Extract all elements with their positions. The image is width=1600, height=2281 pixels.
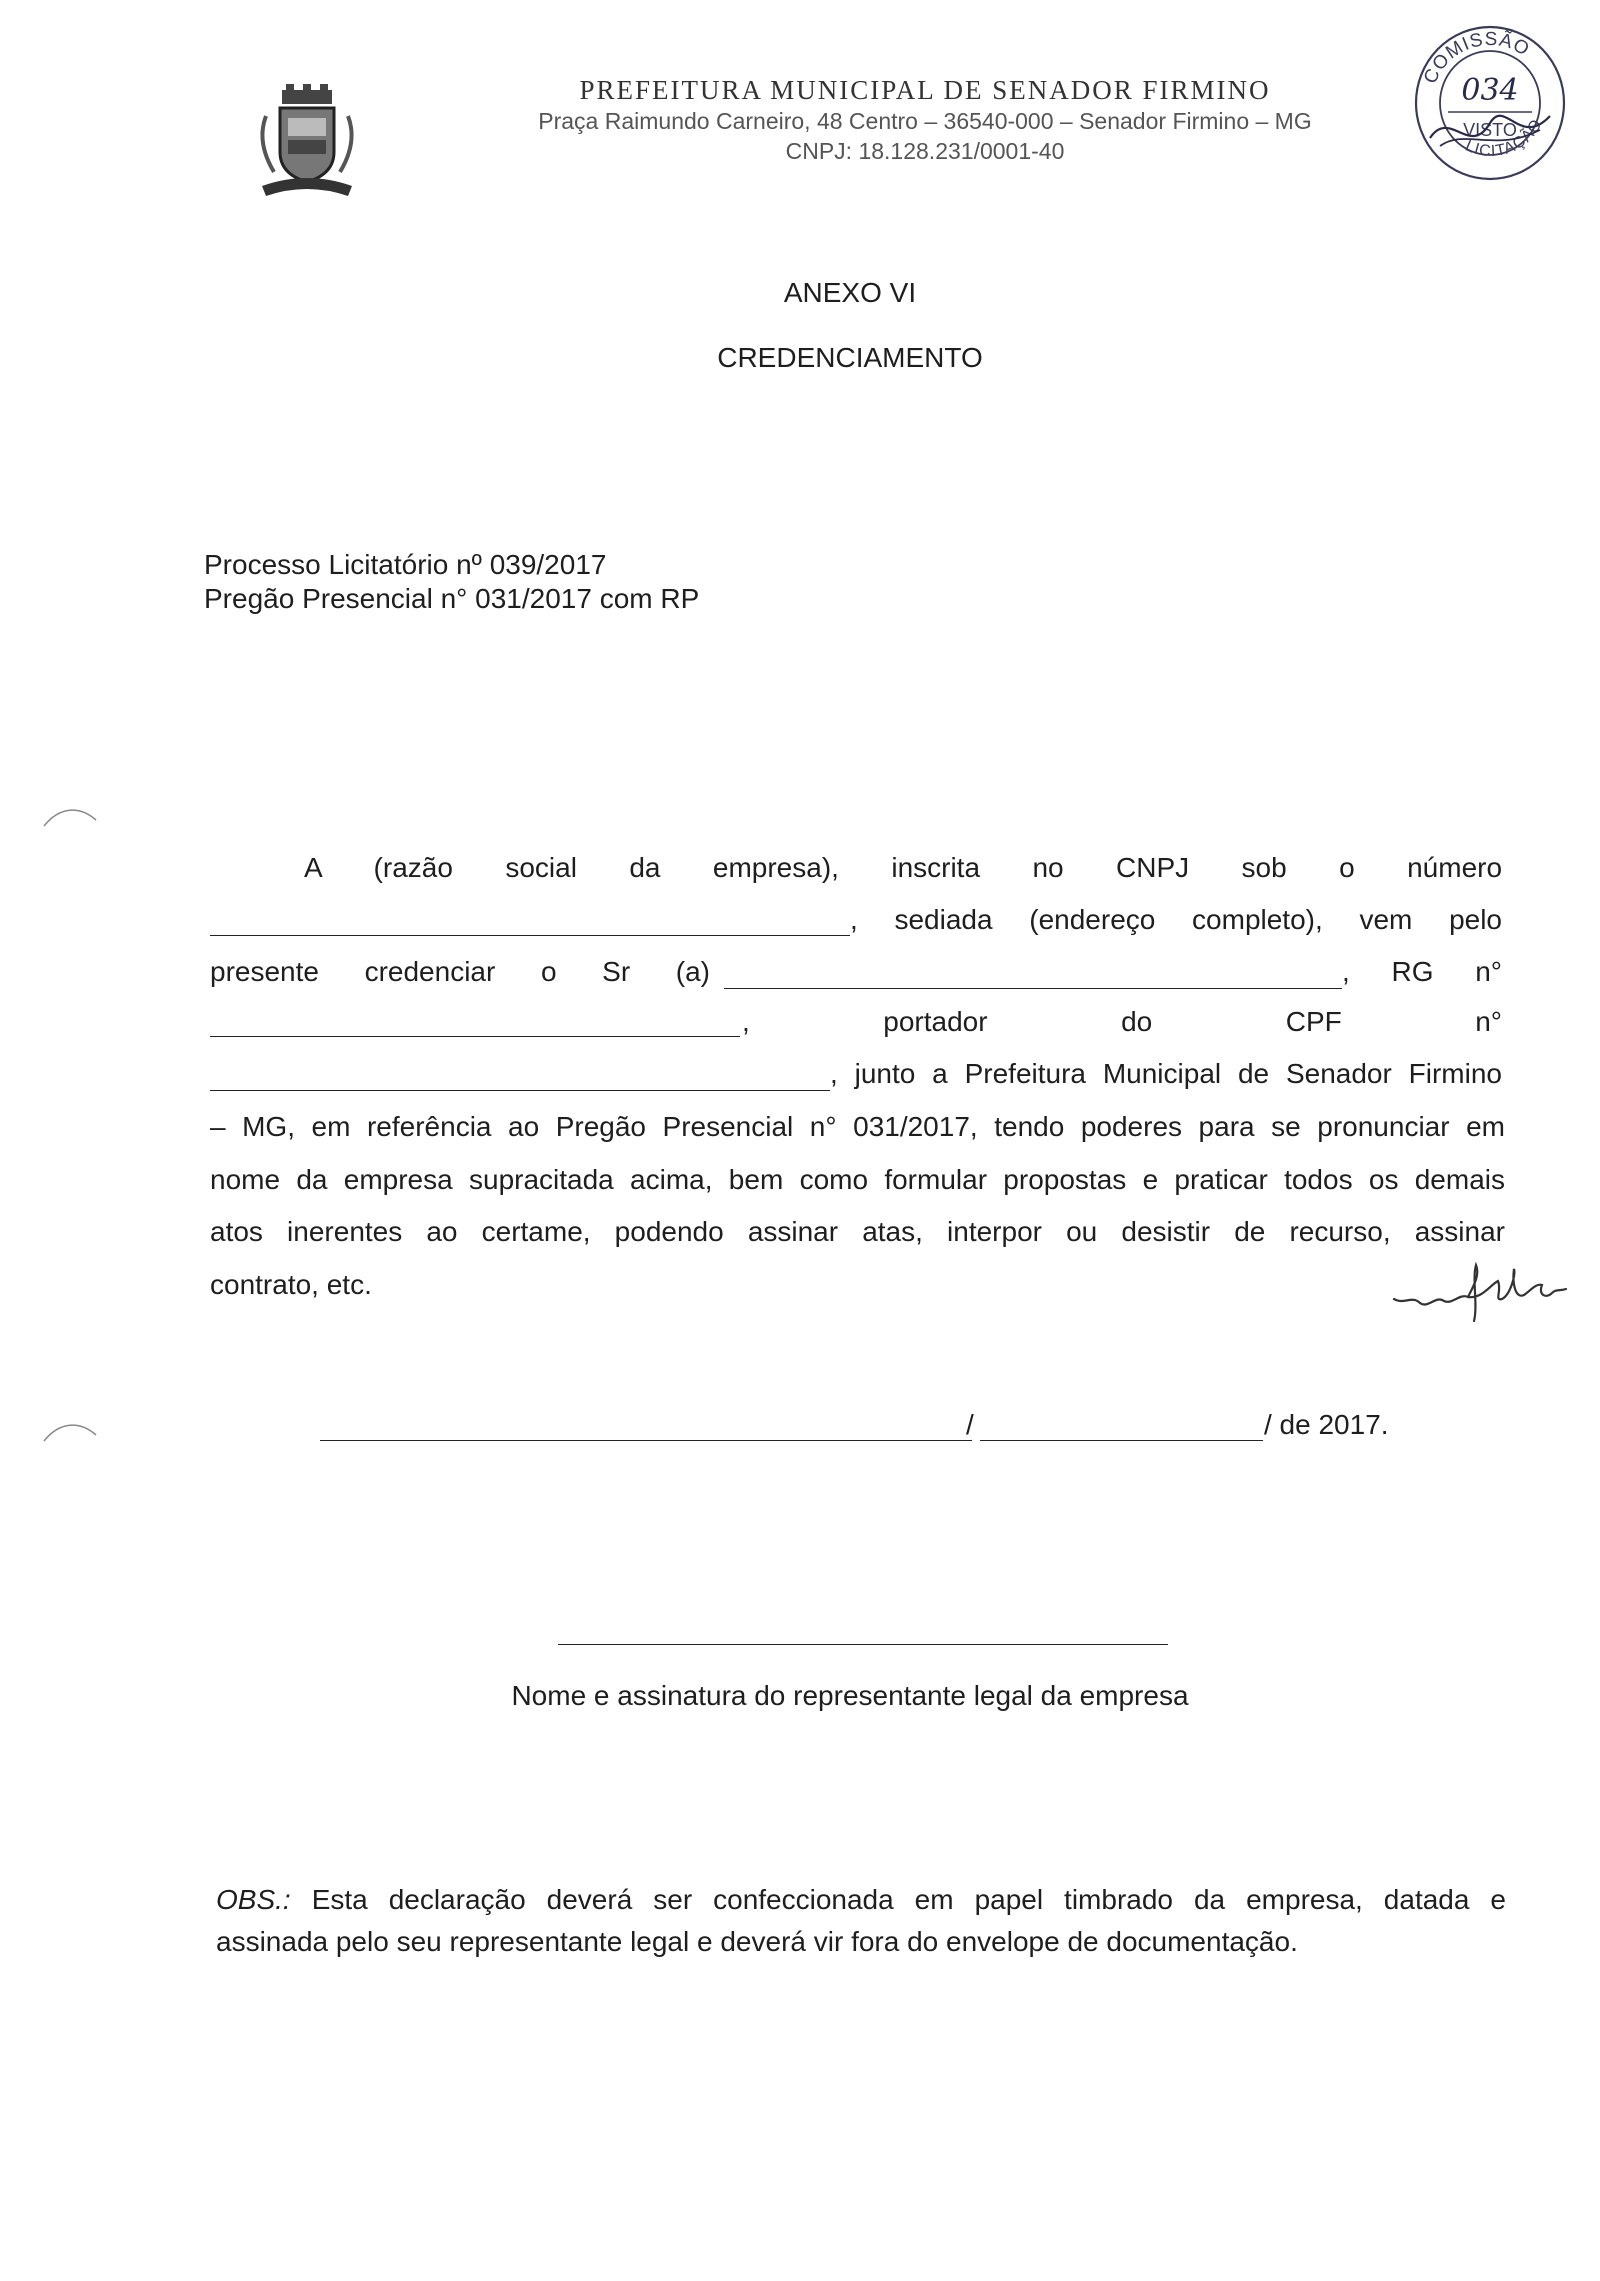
body-line-8: atos inerentes ao certame, podendo assinar atas, interpor ou desistir de recurso, assinar [210, 1216, 1505, 1247]
org-name: PREFEITURA MUNICIPAL DE SENADOR FIRMINO [579, 75, 1271, 105]
org-address: Praça Raimundo Carneiro, 48 Centro – 36540-000 – Senador Firmino – MG [538, 108, 1312, 134]
date-month-blank[interactable] [980, 1440, 1263, 1441]
org-cnpj: CNPJ: 18.128.231/0001-40 [785, 138, 1065, 164]
stamp-bottom-text: LICITAÇÃO [1462, 116, 1546, 161]
auction-number: Pregão Presencial n° 031/2017 com RP [204, 583, 700, 614]
coat-of-arms-icon [252, 82, 362, 200]
obs-line-2: assinada pelo seu representante legal e deverá vir fora do envelope de documentação. [216, 1926, 1298, 1957]
commission-stamp [1410, 18, 1570, 183]
signature-blank[interactable] [558, 1644, 1168, 1645]
document-subject: CREDENCIAMENTO [717, 342, 983, 373]
body-line-2: , sediada (endereço completo), vem pelo [850, 904, 1502, 935]
stamp-top-text: COMISSÃO [1419, 28, 1534, 88]
date-separator-1: / [966, 1409, 974, 1440]
stamp-mid-text: VISTO [1463, 120, 1517, 140]
body-line-3-head: presente credenciar o Sr (a) [210, 956, 710, 987]
stamp-number: 034 [1461, 73, 1519, 108]
body-line-1: A (razão social da empresa), inscrita no CNPJ sob o número [304, 852, 1503, 883]
rg-blank[interactable] [210, 1036, 740, 1037]
cnpj-blank[interactable] [210, 935, 850, 936]
body-line-6: – MG, em referência ao Pregão Presencial n° 031/2017, tendo poderes para se pronunciar em [210, 1111, 1505, 1142]
date-year: / de 2017. [1264, 1409, 1389, 1440]
body-line-5: , junto a Prefeitura Municipal de Senador Firmino [830, 1058, 1502, 1089]
process-number: Processo Licitatório nº 039/2017 [204, 549, 607, 580]
scan-mark [40, 800, 100, 830]
body-line-9: contrato, etc. [210, 1269, 372, 1300]
obs-label: OBS.: [216, 1884, 291, 1915]
signature-label: Nome e assinatura do representante legal da empresa [511, 1680, 1189, 1711]
obs-line-1: OBS.: Esta declaração deverá ser confeccionada em papel timbrado da empresa, datada e [216, 1884, 1506, 1915]
date-city-blank[interactable] [320, 1440, 972, 1441]
cpf-blank[interactable] [210, 1090, 830, 1091]
handwritten-rubric [1390, 1255, 1570, 1325]
representative-name-blank[interactable] [724, 988, 1342, 989]
scan-mark [40, 1415, 100, 1445]
letterhead [430, 74, 1420, 166]
body-line-4: , portador do CPF n° [742, 1006, 1503, 1037]
annex-title: ANEXO VI [783, 277, 917, 308]
body-line-3-tail: , RG n° [1342, 956, 1502, 987]
body-line-7: nome da empresa supracitada acima, bem como formular propostas e praticar todos os demais [210, 1164, 1505, 1195]
